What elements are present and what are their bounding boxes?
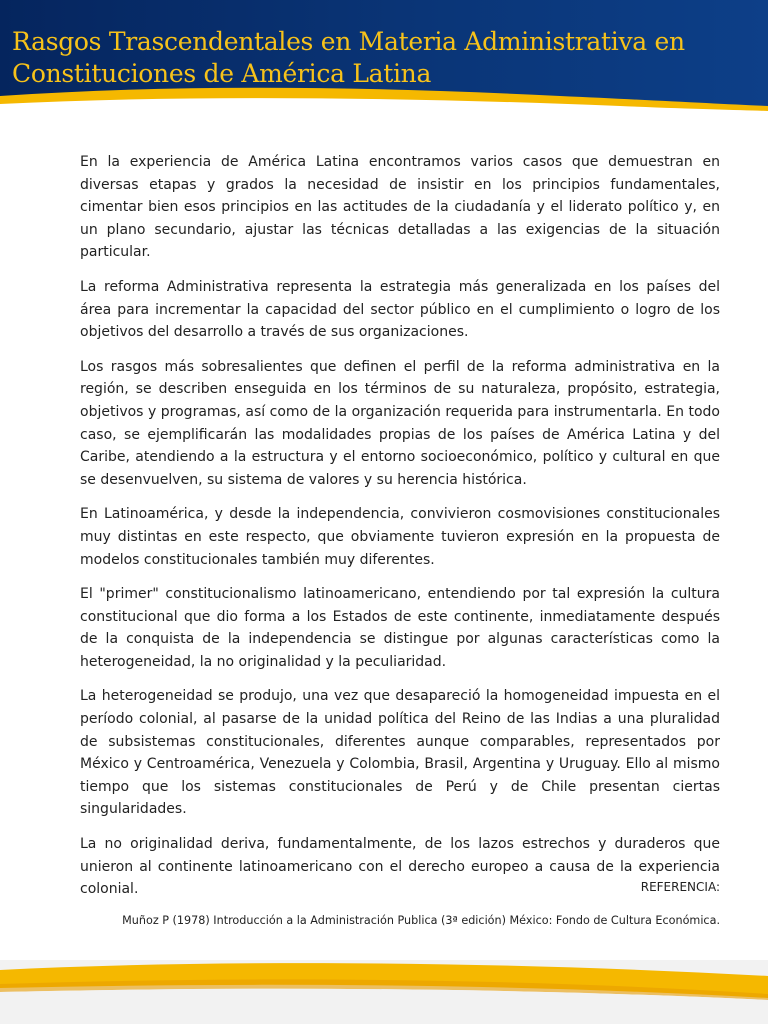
page-title: Rasgos Trascendentales en Materia Administrativa en Constituciones de América Latina xyxy=(12,27,685,88)
paragraph: La heterogeneidad se produjo, una vez que desapareció la homogeneidad impuesta en el período colonial, al pasarse de la unidad política del Reino de las Indias a una pluralidad de subsistemas constitucionales, diferentes aunque comparables, representados por México y Centroamérica, Venezuela y Colombia, Brasil, Argentina y Uruguay. Ello al mismo tiempo que los sistemas constitucionales de Perú y de Chile presentan ciertas singularidades. xyxy=(80,688,720,818)
reference-citation: Muñoz P (1978) Introducción a la Administración Publica (3ª edición) México: Fondo de Cultura Económica. xyxy=(122,914,720,927)
reference-label: REFERENCIA: xyxy=(640,880,720,894)
body-text xyxy=(80,151,720,913)
paragraph: El "primer" constitucionalismo latinoamericano, entendiendo por tal expresión la cultura constitucional que dio forma a los Estados de este continente, inmediatamente después de la conquista de la independencia se distingue por algunas características como la heterogeneidad, la no originalidad y la peculiaridad. xyxy=(80,586,720,670)
paragraph: La no originalidad deriva, fundamentalmente, de los lazos estrechos y duraderos que unieron al continente latinoamericano con el derecho europeo a causa de la experiencia colonial. xyxy=(80,836,720,898)
paragraph: En la experiencia de América Latina encontramos varios casos que demuestran en diversas etapas y grados la necesidad de insistir en los principios fundamentales, cimentar bien esos principios en las actitudes de la ciudadanía y el liderato político y, en un plano secundario, ajustar las técnicas detalladas a las exigencias de la situación particular. xyxy=(80,154,720,261)
header-banner xyxy=(0,0,768,114)
footer-swoosh xyxy=(0,960,768,1024)
paragraph: La reforma Administrativa representa la estrategia más generalizada en los países del área para incrementar la capacidad del sector público en el cumplimiento o logro de los objetivos del desarrollo a través de sus organizaciones. xyxy=(80,278,720,341)
paragraph: En Latinoamérica, y desde la independencia, convivieron cosmovisiones constitucionales muy distintas en este respecto, que obviamente tuvieron expresión en la propuesta de modelos constitucionales también muy diferentes. xyxy=(80,506,720,568)
paragraph: Los rasgos más sobresalientes que definen el perfil de la reforma administrativa en la región, se describen enseguida en los términos de su naturaleza, propósito, estrategia, objetivos y programas, así como de la organización requerida para instrumentarla. En todo caso, se ejemplificarán las modalidades propias de los países de América Latina y del Caribe, atendiendo a la estructura y el entorno socioeconómico, político y cultural en que se desenvuelven, su sistema de valores y su herencia histórica. xyxy=(80,358,720,488)
